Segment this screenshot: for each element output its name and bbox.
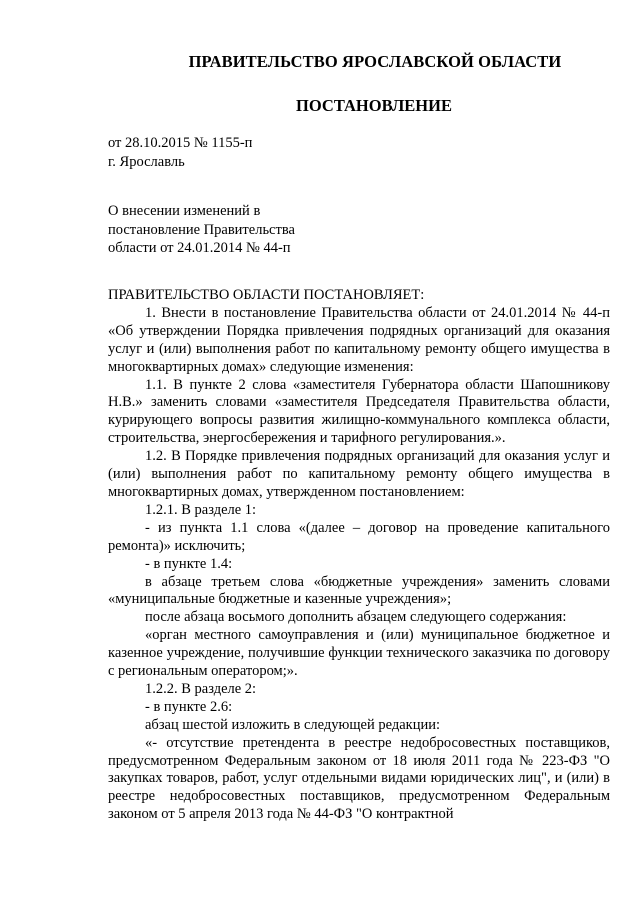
paragraph: 1.2. В Порядке привлечения подрядных организаций для оказания услуг и (или) выполнения работ по капитальному ремонту общего имущества в многоквартирных домах, утвержденном постановлением: (108, 448, 610, 500)
subject-line: О внесении изменений в (108, 203, 261, 219)
paragraph: 1.2.1. В разделе 1: (145, 501, 257, 518)
paragraph: в абзаце третьем слова «бюджетные учреждения» заменить словами «муниципальные бюджетные и казенные учреждения»; (108, 573, 610, 608)
paragraph: после абзаца восьмого дополнить абзацем следующего содержания: (145, 609, 567, 626)
org-title: ПРАВИТЕЛЬСТВО ЯРОСЛАВСКОЙ ОБЛАСТИ (188, 52, 562, 71)
city: г. Ярославль (108, 153, 185, 170)
resolution-preamble: ПРАВИТЕЛЬСТВО ОБЛАСТИ ПОСТАНОВЛЯЕТ: (108, 287, 425, 303)
paragraph: «орган местного самоуправления и (или) муниципальное бюджетное и казенное учреждение, получившие функции технического заказчика по договору с региональным оператором;». (108, 627, 610, 680)
paragraph: 1.1. В пункте 2 слова «заместителя Губернатора области Шапошникову Н.В.» заменить словами «заместителя Председателя Правительства области, курирующего вопросы развития жилищно-коммунального комплекса области, строительства, энергосбережения и тарифного регулирования.». (108, 376, 610, 447)
paragraph: абзац шестой изложить в следующей редакции: (145, 716, 440, 733)
paragraph: - в пункте 2.6: (145, 698, 233, 715)
document-body (108, 287, 610, 824)
date-number: от 28.10.2015 № 1155-п (108, 135, 253, 151)
paragraph: «- отсутствие претендента в реестре недобросовестных поставщиков, предусмотренном Федеральным законом от 18 июля 2011 года № 223-ФЗ "О закупках товаров, работ, услуг отдельными видами юридических лиц", и (или) в реестре недобросовестных поставщиков, предусмотренном Федеральным законом от 5 апреля 2013 года № 44-ФЗ "О контрактной (108, 734, 610, 823)
subject-line: области от 24.01.2014 № 44-п (108, 240, 291, 256)
paragraph: - из пункта 1.1 слова «(далее – договор на проведение капитального ремонта)» исключить; (108, 519, 610, 554)
document-meta (108, 134, 252, 171)
document-type-title: ПОСТАНОВЛЕНИЕ (296, 96, 452, 115)
subject-line: постановление Правительства (108, 221, 295, 238)
document-subject (108, 202, 295, 258)
paragraph: - в пункте 1.4: (145, 555, 233, 572)
paragraph: 1. Внести в постановление Правительства области от 24.01.2014 № 44-п «Об утверждении Порядка привлечения подрядных организаций для оказания услуг и (или) выполнения работ по капитальному ремонту общего имущества в многоквартирных домах» следующие изменения: (108, 304, 610, 375)
paragraph: 1.2.2. В разделе 2: (145, 680, 257, 697)
